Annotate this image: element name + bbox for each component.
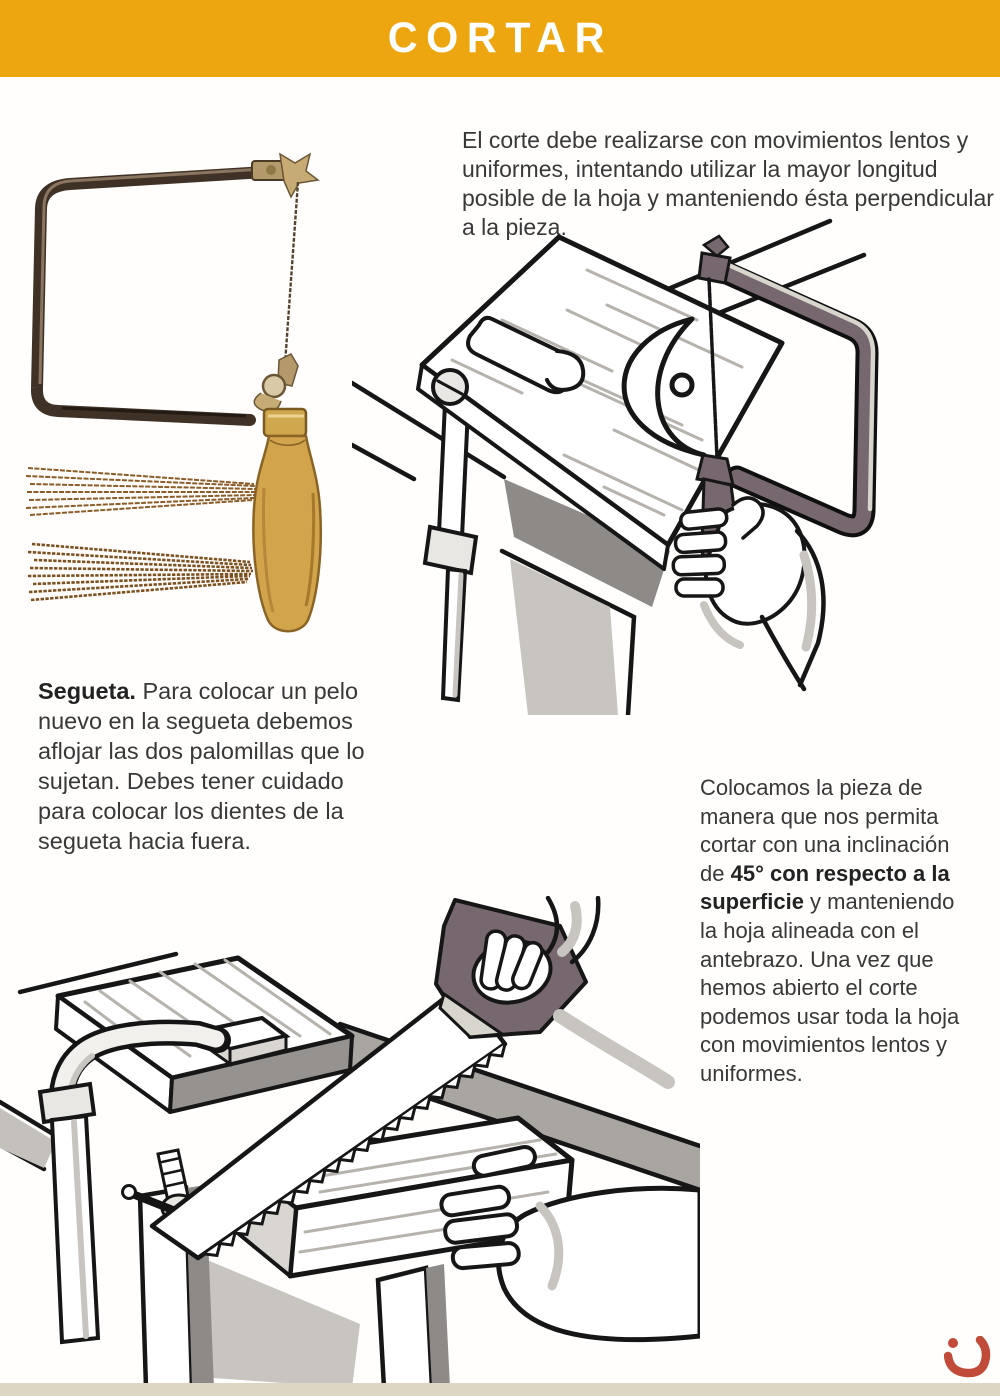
page-title: CORTAR bbox=[387, 14, 613, 62]
footer-mark-icon bbox=[944, 1336, 992, 1382]
clamp-bar bbox=[425, 403, 476, 700]
angle-bold: 45° con respecto a la superficie bbox=[700, 860, 950, 915]
hand-holding-saw bbox=[673, 498, 823, 689]
bottom-wingnut bbox=[254, 354, 298, 411]
angle-paragraph bbox=[700, 774, 976, 1089]
coping-saw-photo bbox=[18, 148, 358, 663]
header-banner bbox=[0, 0, 1000, 77]
angle-part1: Colocamos la pieza de manera que nos permita cortar con una inclinación de bbox=[700, 775, 950, 886]
saw-frame bbox=[37, 169, 265, 420]
wooden-handle bbox=[253, 436, 320, 631]
spare-blades-bundle-2 bbox=[28, 544, 253, 600]
intro-paragraph: El corte debe realizarse con movimientos lentos y uniformes, intentando utilizar la mayor longitud posible de la hoja y manteniendo ésta perpendicular a la pieza. bbox=[462, 127, 994, 240]
angle-part2: y manteniendo la hoja alineada con el antebrazo. Una vez que hemos abierto el corte podemos usar toda la hoja con movimientos lentos y uniformes. bbox=[700, 889, 960, 1086]
top-wingnut bbox=[252, 154, 318, 197]
handsaw-illustration-svg bbox=[0, 896, 700, 1388]
segueta-body: Para colocar un pelo nuevo en la segueta debemos aflojar las dos palomillas que lo sujetan. Debes tener cuidado para colocar los dientes de la segueta hacia fuera. bbox=[38, 677, 365, 854]
segueta-paragraph bbox=[38, 676, 394, 856]
footer-mark-svg bbox=[944, 1336, 992, 1382]
spare-blades-bundle-1 bbox=[26, 468, 257, 515]
segueta-lead: Segueta. bbox=[38, 677, 136, 704]
coping-saw-cutting-illustration bbox=[352, 215, 984, 715]
footer-strip bbox=[0, 1383, 1000, 1396]
saw-blade bbox=[285, 182, 298, 364]
ferrule bbox=[264, 409, 306, 436]
handsaw-45-illustration bbox=[0, 896, 700, 1388]
coping-saw-photo-svg bbox=[18, 148, 358, 663]
cutting-illustration-svg bbox=[352, 215, 984, 715]
